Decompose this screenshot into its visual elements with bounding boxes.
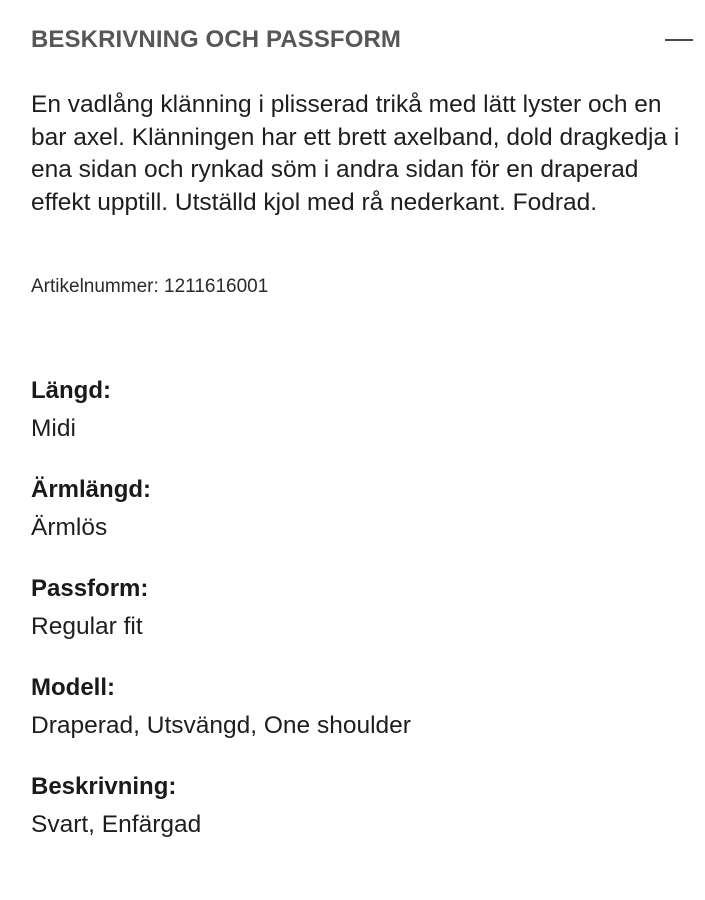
article-number: Artikelnummer: 1211616001 <box>31 276 269 297</box>
attribute-label: Modell: <box>31 674 115 701</box>
attribute-value: Regular fit <box>31 613 143 640</box>
accordion-header[interactable] <box>31 22 693 58</box>
attribute-label: Passform: <box>31 575 149 602</box>
attribute-description <box>31 768 411 867</box>
attribute-label: Beskrivning: <box>31 773 177 800</box>
attribute-value: Svart, Enfärgad <box>31 811 202 838</box>
attribute-value: Draperad, Utsvängd, One shoulder <box>31 712 411 739</box>
attribute-sleeve-length <box>31 471 411 570</box>
product-description: En vadlång klänning i plisserad trikå med lätt lyster och en bar axel. Klänningen har ett brett axelband, dold dragkedja i ena sidan och rynkad söm i andra sidan för en draperad effekt upptill. Utställd kjol med rå nederkant. Fodrad. <box>31 91 680 216</box>
attribute-value: Ärmlös <box>31 514 108 541</box>
attribute-label: Ärmlängd: <box>31 476 151 503</box>
attribute-length <box>31 372 411 471</box>
section-title: BESKRIVNING OCH PASSFORM <box>31 26 401 53</box>
minus-icon[interactable] <box>665 30 693 50</box>
attribute-value: Midi <box>31 415 76 442</box>
attribute-list <box>31 372 411 867</box>
attribute-label: Längd: <box>31 377 111 404</box>
attribute-fit <box>31 570 411 669</box>
attribute-model <box>31 669 411 768</box>
